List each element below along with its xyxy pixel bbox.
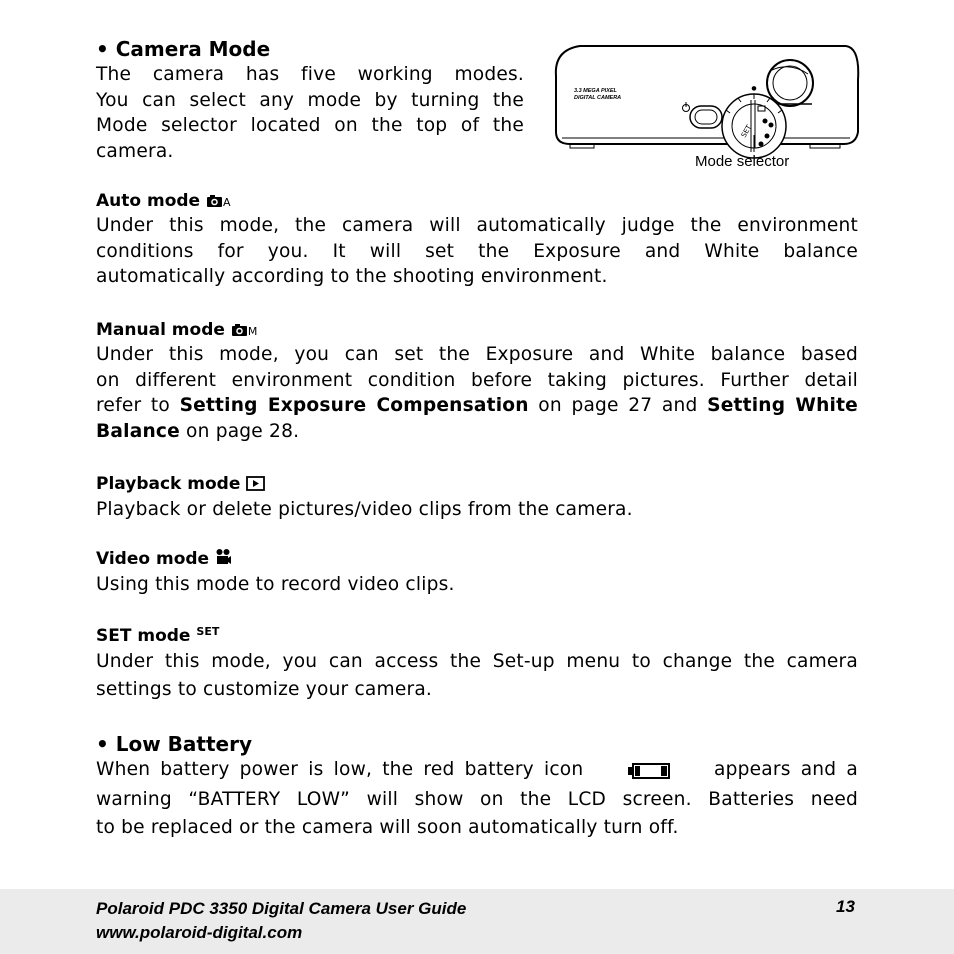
set-mode-line-2: settings to customize your camera.	[96, 679, 433, 700]
camera-mode-line-2: You can select any mode by turning the	[96, 89, 524, 111]
camera-mode-line-3: Mode selector located on the top of the	[96, 115, 524, 136]
manual-mode-line-2: on different environment condition before taking pictures. Further detail	[96, 369, 858, 391]
set-mode-heading	[96, 625, 219, 646]
footer-url: www.polaroid-digital.com	[96, 923, 303, 942]
footer-title: Polaroid PDC 3350 Digital Camera User Guide	[96, 899, 467, 918]
auto-mode-icon-suffix: A	[223, 196, 231, 209]
playback-mode-text: Playback or delete pictures/video clips from the camera.	[96, 499, 633, 520]
manual-mode-line-3: refer to Setting Exposure Compensation on page 27 and Setting White	[96, 395, 858, 416]
set-mode-label: SET mode	[96, 626, 191, 646]
playback-mode-label: Playback mode	[96, 474, 241, 494]
auto-mode-line-1: Under this mode, the camera will automatically judge the environment	[96, 215, 858, 236]
link-setting-exposure: Setting Exposure Compensation	[179, 395, 529, 416]
playback-mode-heading	[96, 474, 265, 496]
manual-mode-paragraph	[96, 342, 858, 444]
camera-icon	[206, 193, 223, 213]
svg-text:●: ●	[751, 85, 757, 92]
video-camera-icon	[215, 548, 232, 571]
figure-caption: Mode selector	[695, 153, 790, 170]
video-mode-text: Using this mode to record video clips.	[96, 574, 455, 595]
low-battery-line-3: to be replaced or the camera will soon automatically turn off.	[96, 817, 679, 838]
svg-text:SET: SET	[739, 123, 754, 139]
manual-mode-icon-suffix: M	[247, 325, 258, 338]
camera-mode-paragraph	[96, 62, 524, 164]
low-battery-line-2: warning “BATTERY LOW” will show on the LCD screen. Batteries need	[96, 788, 858, 810]
manual-mode-line-4: Balance on page 28.	[96, 420, 300, 442]
auto-mode-line-2: conditions for you. It will set the Exposure and White balance	[96, 240, 858, 262]
auto-mode-paragraph	[96, 213, 858, 290]
manual-mode-heading	[96, 320, 257, 342]
camera-mode-line-1: The camera has five working modes.	[96, 64, 524, 85]
auto-mode-line-3: automatically according to the shooting environment.	[96, 266, 608, 287]
video-mode-heading	[96, 548, 232, 571]
figure-brand-line-1: 3.3 MEGA PIXEL	[574, 88, 617, 94]
battery-low-icon	[628, 761, 670, 787]
manual-mode-line-1: Under this mode, you can set the Exposure and White balance based	[96, 344, 858, 365]
auto-mode-heading	[96, 191, 231, 213]
link-setting-white: Setting White	[707, 395, 858, 416]
camera-icon	[231, 322, 248, 342]
set-mode-paragraph	[96, 648, 858, 704]
set-mode-line-1: Under this mode, you can access the Set-up menu to change the camera	[96, 651, 858, 672]
low-battery-heading: • Low Battery	[96, 732, 252, 756]
auto-mode-label: Auto mode	[96, 191, 201, 211]
set-icon: SET	[196, 625, 220, 638]
manual-mode-label: Manual mode	[96, 320, 225, 340]
low-battery-line-1: When battery power is low, the red battery icon appears and a	[96, 757, 858, 787]
page-number: 13	[836, 897, 855, 916]
low-battery-paragraph	[96, 757, 858, 841]
video-mode-label: Video mode	[96, 549, 210, 569]
camera-mode-heading: • Camera Mode	[96, 37, 271, 61]
figure-brand-line-2: DIGITAL CAMERA	[574, 95, 622, 101]
playback-icon	[246, 476, 265, 496]
camera-mode-line-4: camera.	[96, 140, 174, 162]
